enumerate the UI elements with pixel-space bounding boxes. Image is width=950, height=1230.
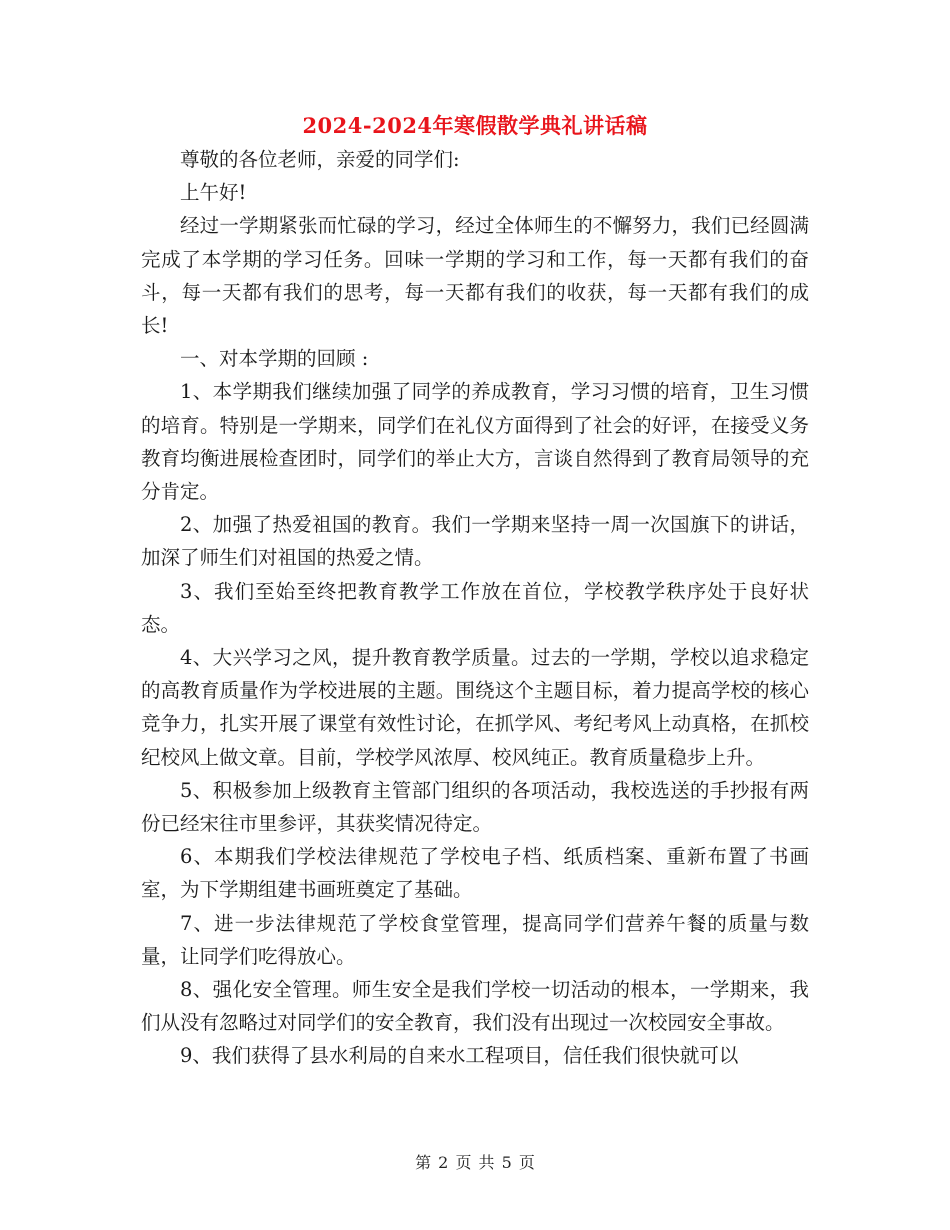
paragraph-item-3: 3、我们至始至终把教育教学工作放在首位，学校教学秩序处于良好状态。 [141, 579, 809, 636]
paragraph-intro: 经过一学期紧张而忙碌的学习，经过全体师生的不懈努力，我们已经圆满完成了本学期的学习任务。回味一学期的学习和工作，每一天都有我们的奋斗，每一天都有我们的思考，每一天都有我们的收获，每一天都有我们的成长! [141, 214, 809, 338]
paragraph-item-1: 1、本学期我们继续加强了同学的养成教育，学习习惯的培育，卫生习惯的培育。特别是一学期来，同学们在礼仪方面得到了社会的好评，在接受义务教育均衡进展检查团时，同学们的举止大方，言谈自然得到了教育局领导的充分肯定。 [141, 380, 809, 504]
paragraph-item-8: 8、强化安全管理。师生安全是我们学校一切活动的根本，一学期来，我们从没有忽略过对同学们的安全教育，我们没有出现过一次校园安全事故。 [141, 978, 809, 1035]
paragraph-salutation: 尊敬的各位老师，亲爱的同学们: [180, 148, 460, 171]
paragraph-item-6: 6、本期我们学校法律规范了学校电子档、纸质档案、重新布置了书画室，为下学期组建书画班奠定了基础。 [141, 845, 809, 902]
paragraph-item-5: 5、积极参加上级教育主管部门组织的各项活动，我校选送的手抄报有两份已经宋往市里参评，其获奖情况待定。 [141, 778, 809, 836]
document-title: 2024-2024年寒假散学典礼讲话稿 [302, 113, 648, 138]
paragraph-item-9: 9、我们获得了县水利局的自来水工程项目，信任我们很快就可以 [180, 1044, 739, 1068]
document-body [141, 143, 809, 1073]
paragraph-item-4: 4、大兴学习之风，提升教育教学质量。过去的一学期，学校以追求稳定的高教育质量作为学校进展的主题。围绕这个主题目标，着力提高学校的核心竞争力，扎实开展了课堂有效性讨论，在抓学风、考纪考风上动真格，在抓校纪校风上做文章。目前，学校学风浓厚、校风纯正。教育质量稳步上升。 [141, 646, 809, 769]
paragraph-greeting: 上午好! [180, 181, 247, 205]
page-footer: 第 2 页 共 5 页 [415, 1153, 535, 1172]
paragraph-item-7: 7、进一步法律规范了学校食堂管理，提高同学们营养午餐的质量与数量，让同学们吃得放心。 [141, 911, 809, 968]
paragraph-item-2: 2、加强了热爱祖国的教育。我们一学期来坚持一周一次国旗下的讲话，加深了师生们对祖国的热爱之情。 [141, 513, 809, 570]
paragraph-section-heading: 一、对本学期的回顾 : [180, 347, 369, 371]
